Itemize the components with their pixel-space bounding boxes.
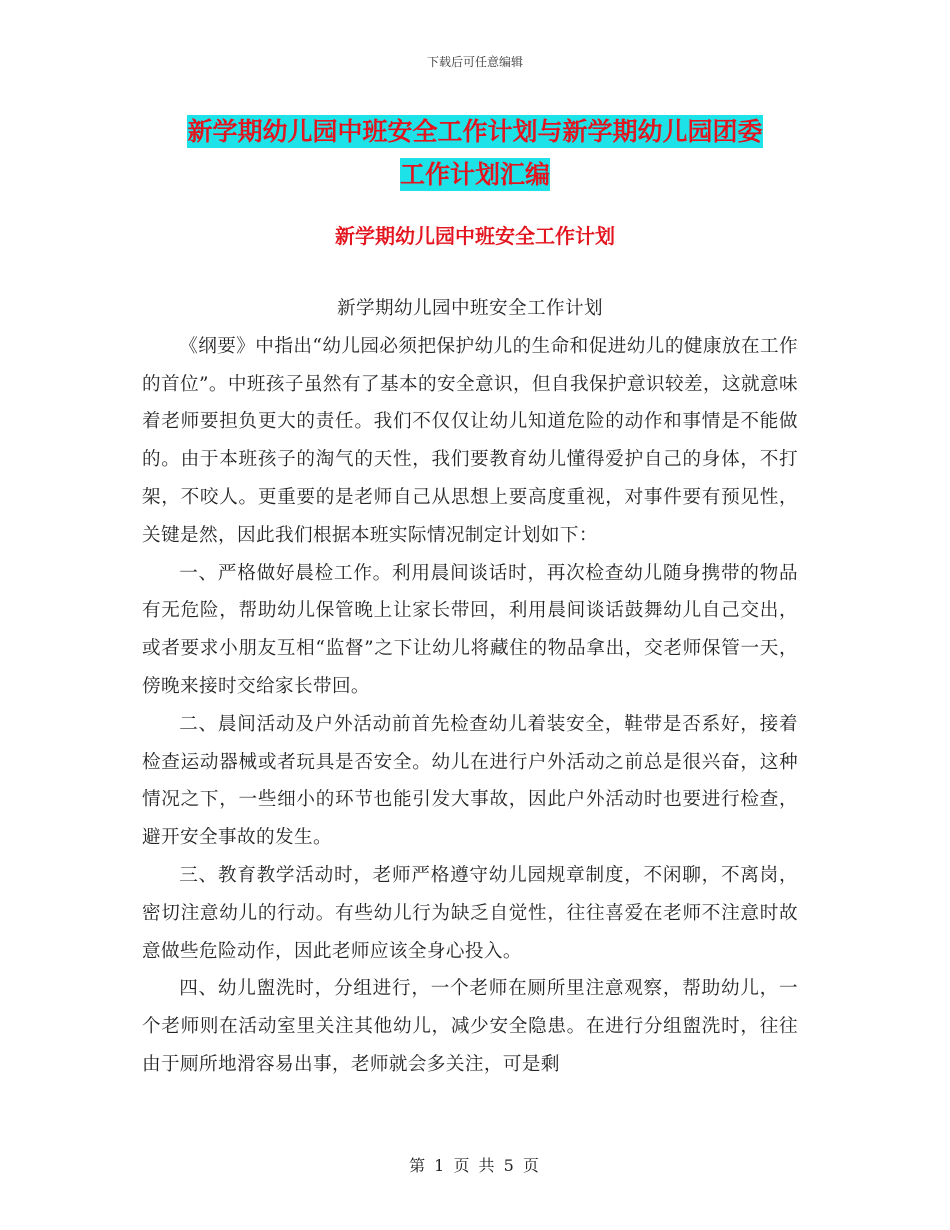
section-title: 新学期幼儿园中班安全工作计划 — [335, 224, 615, 248]
main-title-line-1: 新学期幼儿园中班安全工作计划与新学期幼儿园团委 — [187, 117, 763, 146]
paragraph-2: 二、晨间活动及户外活动前首先检查幼儿着装安全，鞋带是否系好，接着检查运动器械或者玩具是否安全。幼儿在进行户外活动之前总是很兴奋，这种情况之下，一些细小的环节也能引发大事故，因此户外活动时也要进行检查，避开安全事故的发生。 — [142, 713, 798, 849]
paragraph-intro: 《纲要》中指出“幼儿园必须把保护幼儿的生命和促进幼儿的健康放在工作的首位”。中班孩子虽然有了基本的安全意识，但自我保护意识较差，这就意味着老师要担负更大的责任。我们不仅仅让幼儿知道危险的动作和事情是不能做的。由于本班孩子的淘气的天性，我们要教育幼儿懂得爱护自己的身体，不打架，不咬人。更重要的是老师自己从思想上要高度重视，对事件要有预见性，关键是然，因此我们根据本班实际情况制定计划如下： — [142, 335, 798, 546]
header-note: 下载后可任意编辑 — [426, 55, 523, 69]
paragraph-1: 一、严格做好晨检工作。利用晨间谈话时，再次检查幼儿随身携带的物品有无危险，帮助幼儿保管晚上让家长带回，利用晨间谈话鼓舞幼儿自己交出，或者要求小朋友互相“监督”之下让幼儿将藏住的物品拿出，交老师保管一天，傍晚来接时交给家长带回。 — [142, 562, 798, 697]
paragraph-4: 四、幼儿盥洗时，分组进行，一个老师在厕所里注意观察，帮助幼儿，一个老师则在活动室里关注其他幼儿，减少安全隐患。在进行分组盥洗时，往往由于厕所地滑容易出事，老师就会多关注，可是剩 — [142, 978, 798, 1075]
subtitle: 新学期幼儿园中班安全工作计划 — [337, 298, 603, 319]
main-title — [150, 110, 800, 196]
paragraph-3: 三、教育教学活动时，老师严格遵守幼儿园规章制度，不闲聊，不离岗，密切注意幼儿的行动。有些幼儿行为缺乏自觉性，往往喜爱在老师不注意时故意做些危险动作，因此老师应该全身心投入。 — [142, 864, 798, 962]
page-footer: 第 1 页 共 5 页 — [409, 1156, 541, 1175]
document-body — [142, 290, 798, 1084]
main-title-line-2: 工作计划汇编 — [399, 160, 550, 189]
